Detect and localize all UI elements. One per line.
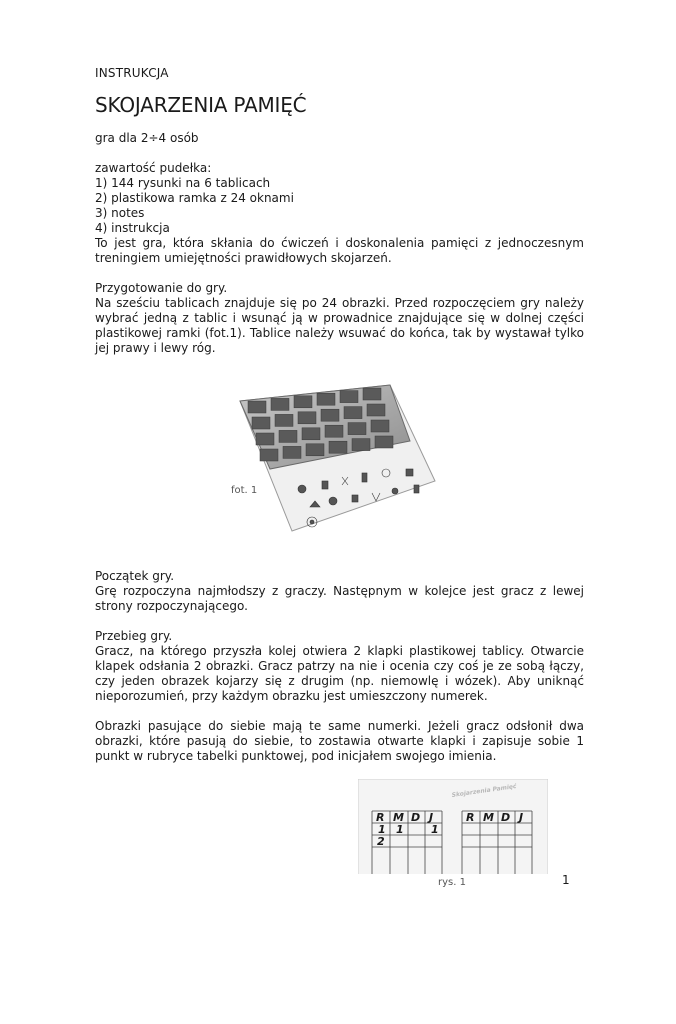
page-number: 1 — [562, 873, 570, 887]
frame-flap — [340, 391, 358, 403]
score-header: M — [393, 811, 404, 824]
frame-flap — [363, 388, 381, 400]
score-cell: 1 — [396, 823, 404, 836]
contents-heading: zawartość pudełka: — [95, 161, 212, 175]
doc-title: SKOJARZENIA PAMIĘĆ — [95, 93, 307, 117]
frame-flap — [283, 446, 301, 458]
contents-item: 1) 144 rysunki na 6 tablicach — [95, 176, 271, 190]
frame-flap — [375, 436, 393, 448]
course-paragraph-2: Obrazki pasujące do siebie mają te same numerki. Jeżeli gracz odsłonił dwa obrazki, które pasują do siebie, to zostawia otwarte klapki i zapisuje sobie 1 punkt w rubryce tabelki punktowej, pod inicjałem swojego imienia. — [95, 719, 584, 763]
photo-caption: fot. 1 — [231, 485, 258, 496]
frame-flap — [348, 423, 366, 435]
subtitle: gra dla 2÷4 osób — [95, 131, 199, 145]
photo-figure — [95, 381, 584, 549]
frame-flap — [256, 433, 274, 445]
doc-label: INSTRUKCJA — [95, 66, 169, 80]
contents-item: 2) plastikowa ramka z 24 oknami — [95, 191, 294, 205]
score-header: J — [519, 811, 524, 824]
contents-section — [95, 161, 584, 266]
frame-flap — [306, 444, 324, 456]
frame-flap — [248, 401, 266, 413]
frame-flap — [352, 439, 370, 451]
score-header: M — [483, 811, 494, 824]
frame-flap — [371, 420, 389, 432]
frame-flap — [294, 396, 312, 408]
preparation-section — [95, 281, 584, 356]
score-sheet-caption: rys. 1 — [438, 877, 466, 888]
score-sheet-figure — [95, 779, 584, 889]
course-paragraph: Gracz, na którego przyszła kolej otwiera 2 klapki plastikowej tablicy. Otwarcie klapek odsłania 2 obrazki. Gracz patrzy na nie i ocenia czy coś je ze sobą łączy, czy jeden obrazek kojarzy się z drugim (np. niemowlę i wózek). Aby uniknąć nieporozumień, przy każdym obrazku jest umieszczony numerek. — [95, 644, 584, 703]
contents-item: 4) instrukcja — [95, 221, 170, 235]
score-header: R — [376, 811, 385, 824]
frame-flap — [260, 449, 278, 461]
instruction-page — [95, 66, 584, 889]
score-header: D — [501, 811, 511, 824]
start-heading: Początek gry. — [95, 569, 175, 583]
start-paragraph: Grę rozpoczyna najmłodszy z graczy. Następnym w kolejce jest gracz z lewej strony rozpoczynającego. — [95, 584, 584, 613]
frame-flap — [302, 428, 320, 440]
frame-flap — [252, 417, 270, 429]
preparation-paragraph: Na sześciu tablicach znajduje się po 24 obrazki. Przed rozpoczęciem gry należy wybrać jedną z tablic i wsunąć ją w prowadnice znajdujące się w dolnej części plastikowej ramki (fot.1). Tablice należy wsuwać do końca, tak by wystawał tylko jej prawy i lewy róg. — [95, 296, 584, 355]
preparation-heading: Przygotowanie do gry. — [95, 281, 228, 295]
game-board-photo — [230, 381, 440, 549]
score-cell: 2 — [377, 835, 385, 848]
intro-paragraph: To jest gra, która skłania do ćwiczeń i doskonalenia pamięci z jednoczesnym treningiem umiejętności prawidłowych skojarzeń. — [95, 236, 584, 265]
score-cell: 1 — [431, 823, 439, 836]
frame-flap — [279, 430, 297, 442]
frame-flap — [367, 404, 385, 416]
frame-flap — [321, 409, 339, 421]
frame-flap — [325, 425, 343, 437]
frame-flap — [298, 412, 316, 424]
contents-item: 3) notes — [95, 206, 145, 220]
frame-flap — [275, 414, 293, 426]
course-heading: Przebieg gry. — [95, 629, 173, 643]
score-sheet-logo: Skojarzenia Pamięć — [451, 782, 517, 799]
start-section — [95, 569, 584, 614]
frame-flap — [329, 441, 347, 453]
score-header: D — [411, 811, 421, 824]
frame-flap — [271, 398, 289, 410]
course-section — [95, 629, 584, 764]
score-header: R — [466, 811, 475, 824]
frame-flap — [317, 393, 335, 405]
score-header: J — [429, 811, 434, 824]
score-cell: 1 — [378, 823, 386, 836]
score-sheet-image — [358, 779, 548, 889]
frame-flap — [344, 407, 362, 419]
